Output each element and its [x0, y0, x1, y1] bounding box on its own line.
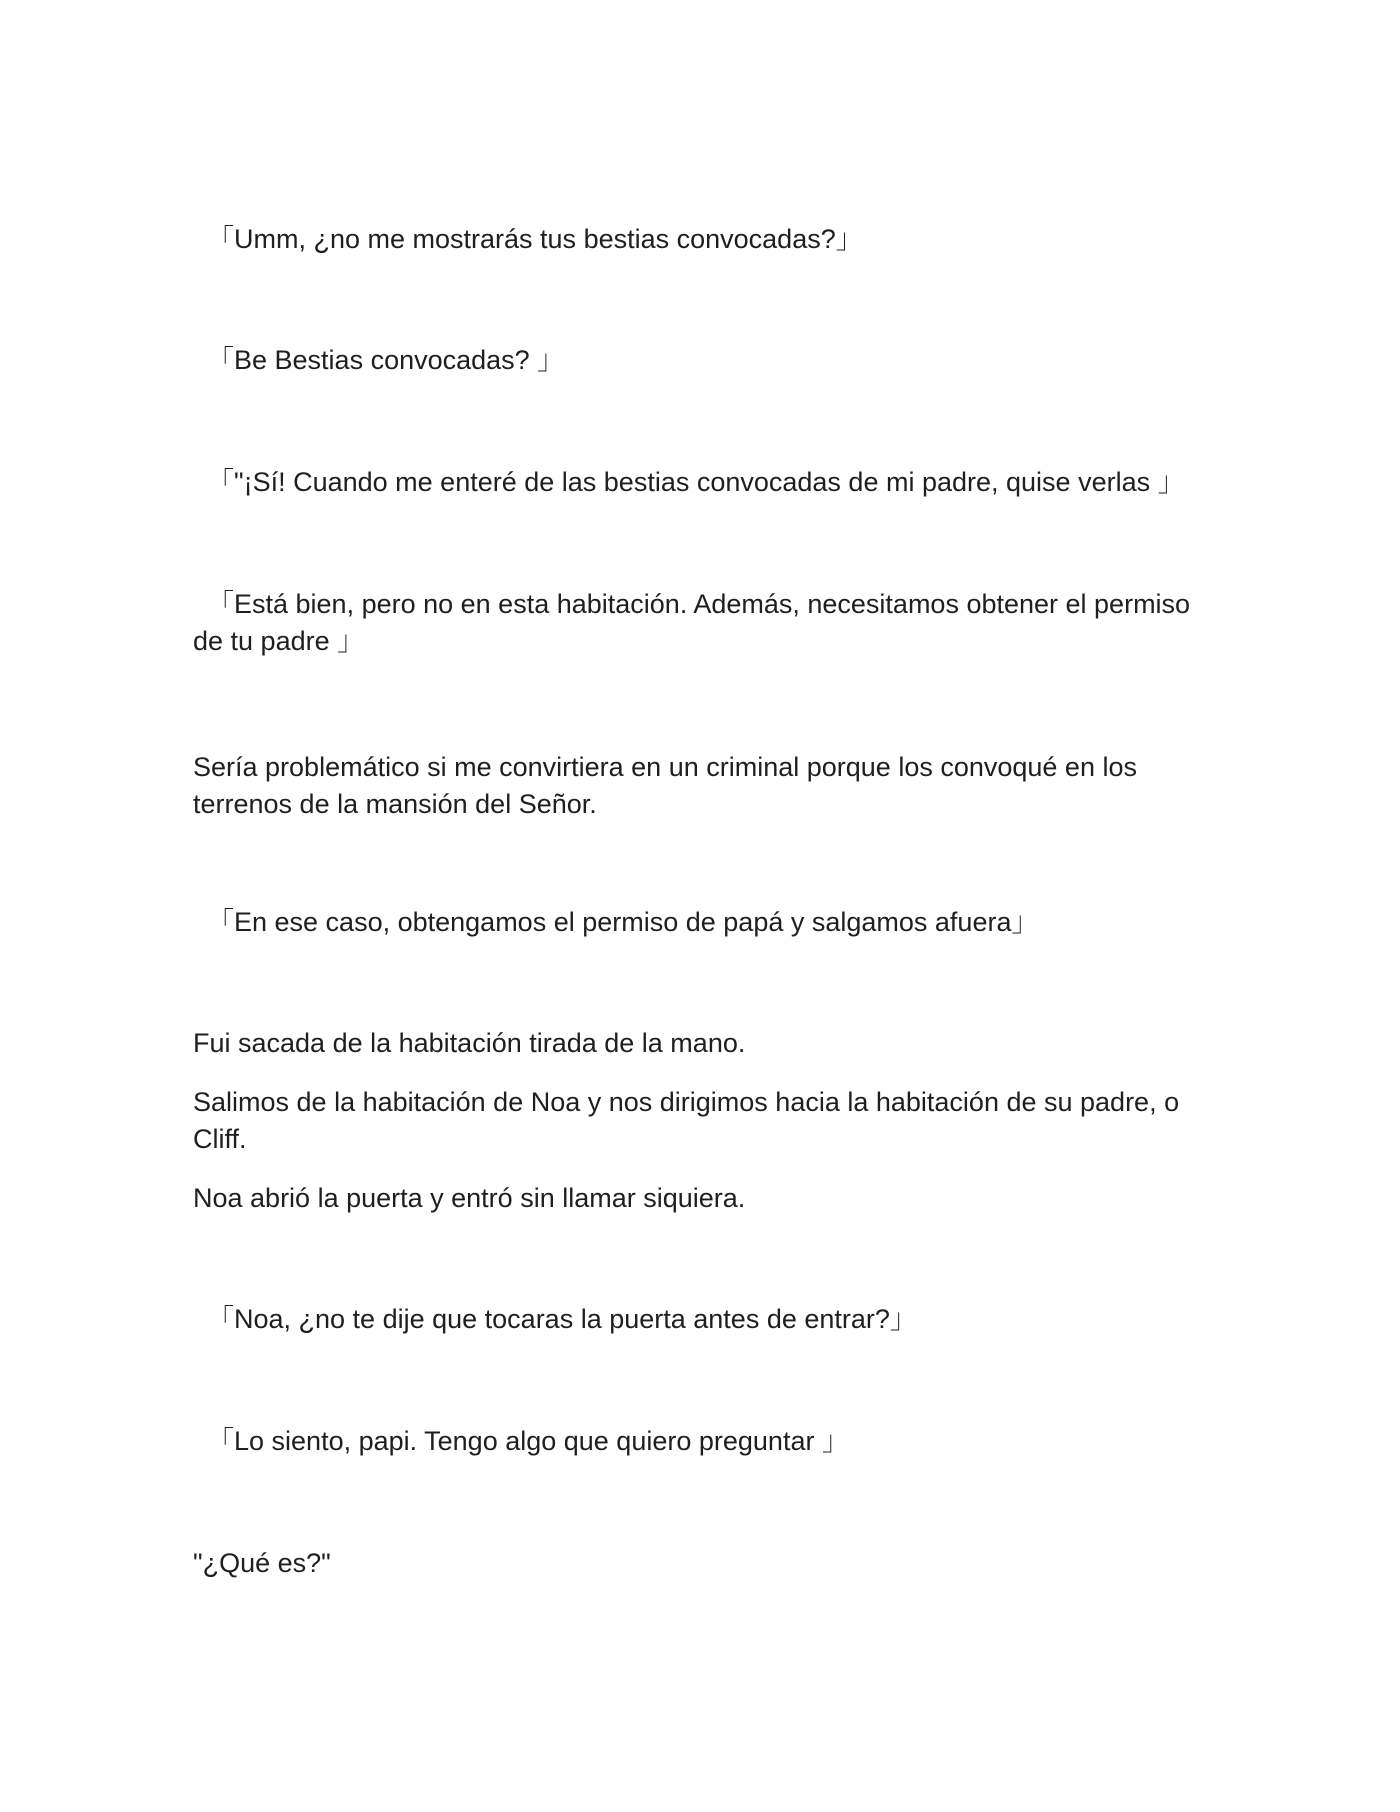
paragraph-dialogue-3: 「"¡Sí! Cuando me enteré de las bestias convocadas de mi padre, quise verlas 」: [207, 467, 1185, 497]
paragraph-dialogue-2: 「Be Bestias convocadas? 」: [207, 345, 565, 375]
paragraph-dialogue-6: 「Noa, ¿no te dije que tocaras la puerta antes de entrar?」: [207, 1304, 917, 1334]
paragraph-dialogue-8: "¿Qué es?": [193, 1548, 331, 1578]
paragraph-dialogue-4: 「Está bien, pero no en esta habitación. Además, necesitamos obtener el permiso de tu padre 」: [193, 589, 1191, 656]
paragraph-narration-4: Noa abrió la puerta y entró sin llamar siquiera.: [193, 1183, 746, 1213]
paragraph-dialogue-7: 「Lo siento, papi. Tengo algo que quiero preguntar 」: [207, 1426, 849, 1456]
paragraph-dialogue-5: 「En ese caso, obtengamos el permiso de papá y salgamos afuera」: [207, 907, 1039, 937]
paragraph-narration-2: Fui sacada de la habitación tirada de la mano.: [193, 1028, 746, 1058]
paragraph-narration-1: Sería problemático si me convirtiera en un criminal porque los convoqué en los terrenos de la mansión del Señor.: [193, 752, 1137, 819]
paragraph-narration-3: Salimos de la habitación de Noa y nos dirigimos hacia la habitación de su padre, o Cliff.: [193, 1087, 1180, 1154]
paragraph-dialogue-1: 「Umm, ¿no me mostrarás tus bestias convocadas?」: [207, 224, 863, 254]
